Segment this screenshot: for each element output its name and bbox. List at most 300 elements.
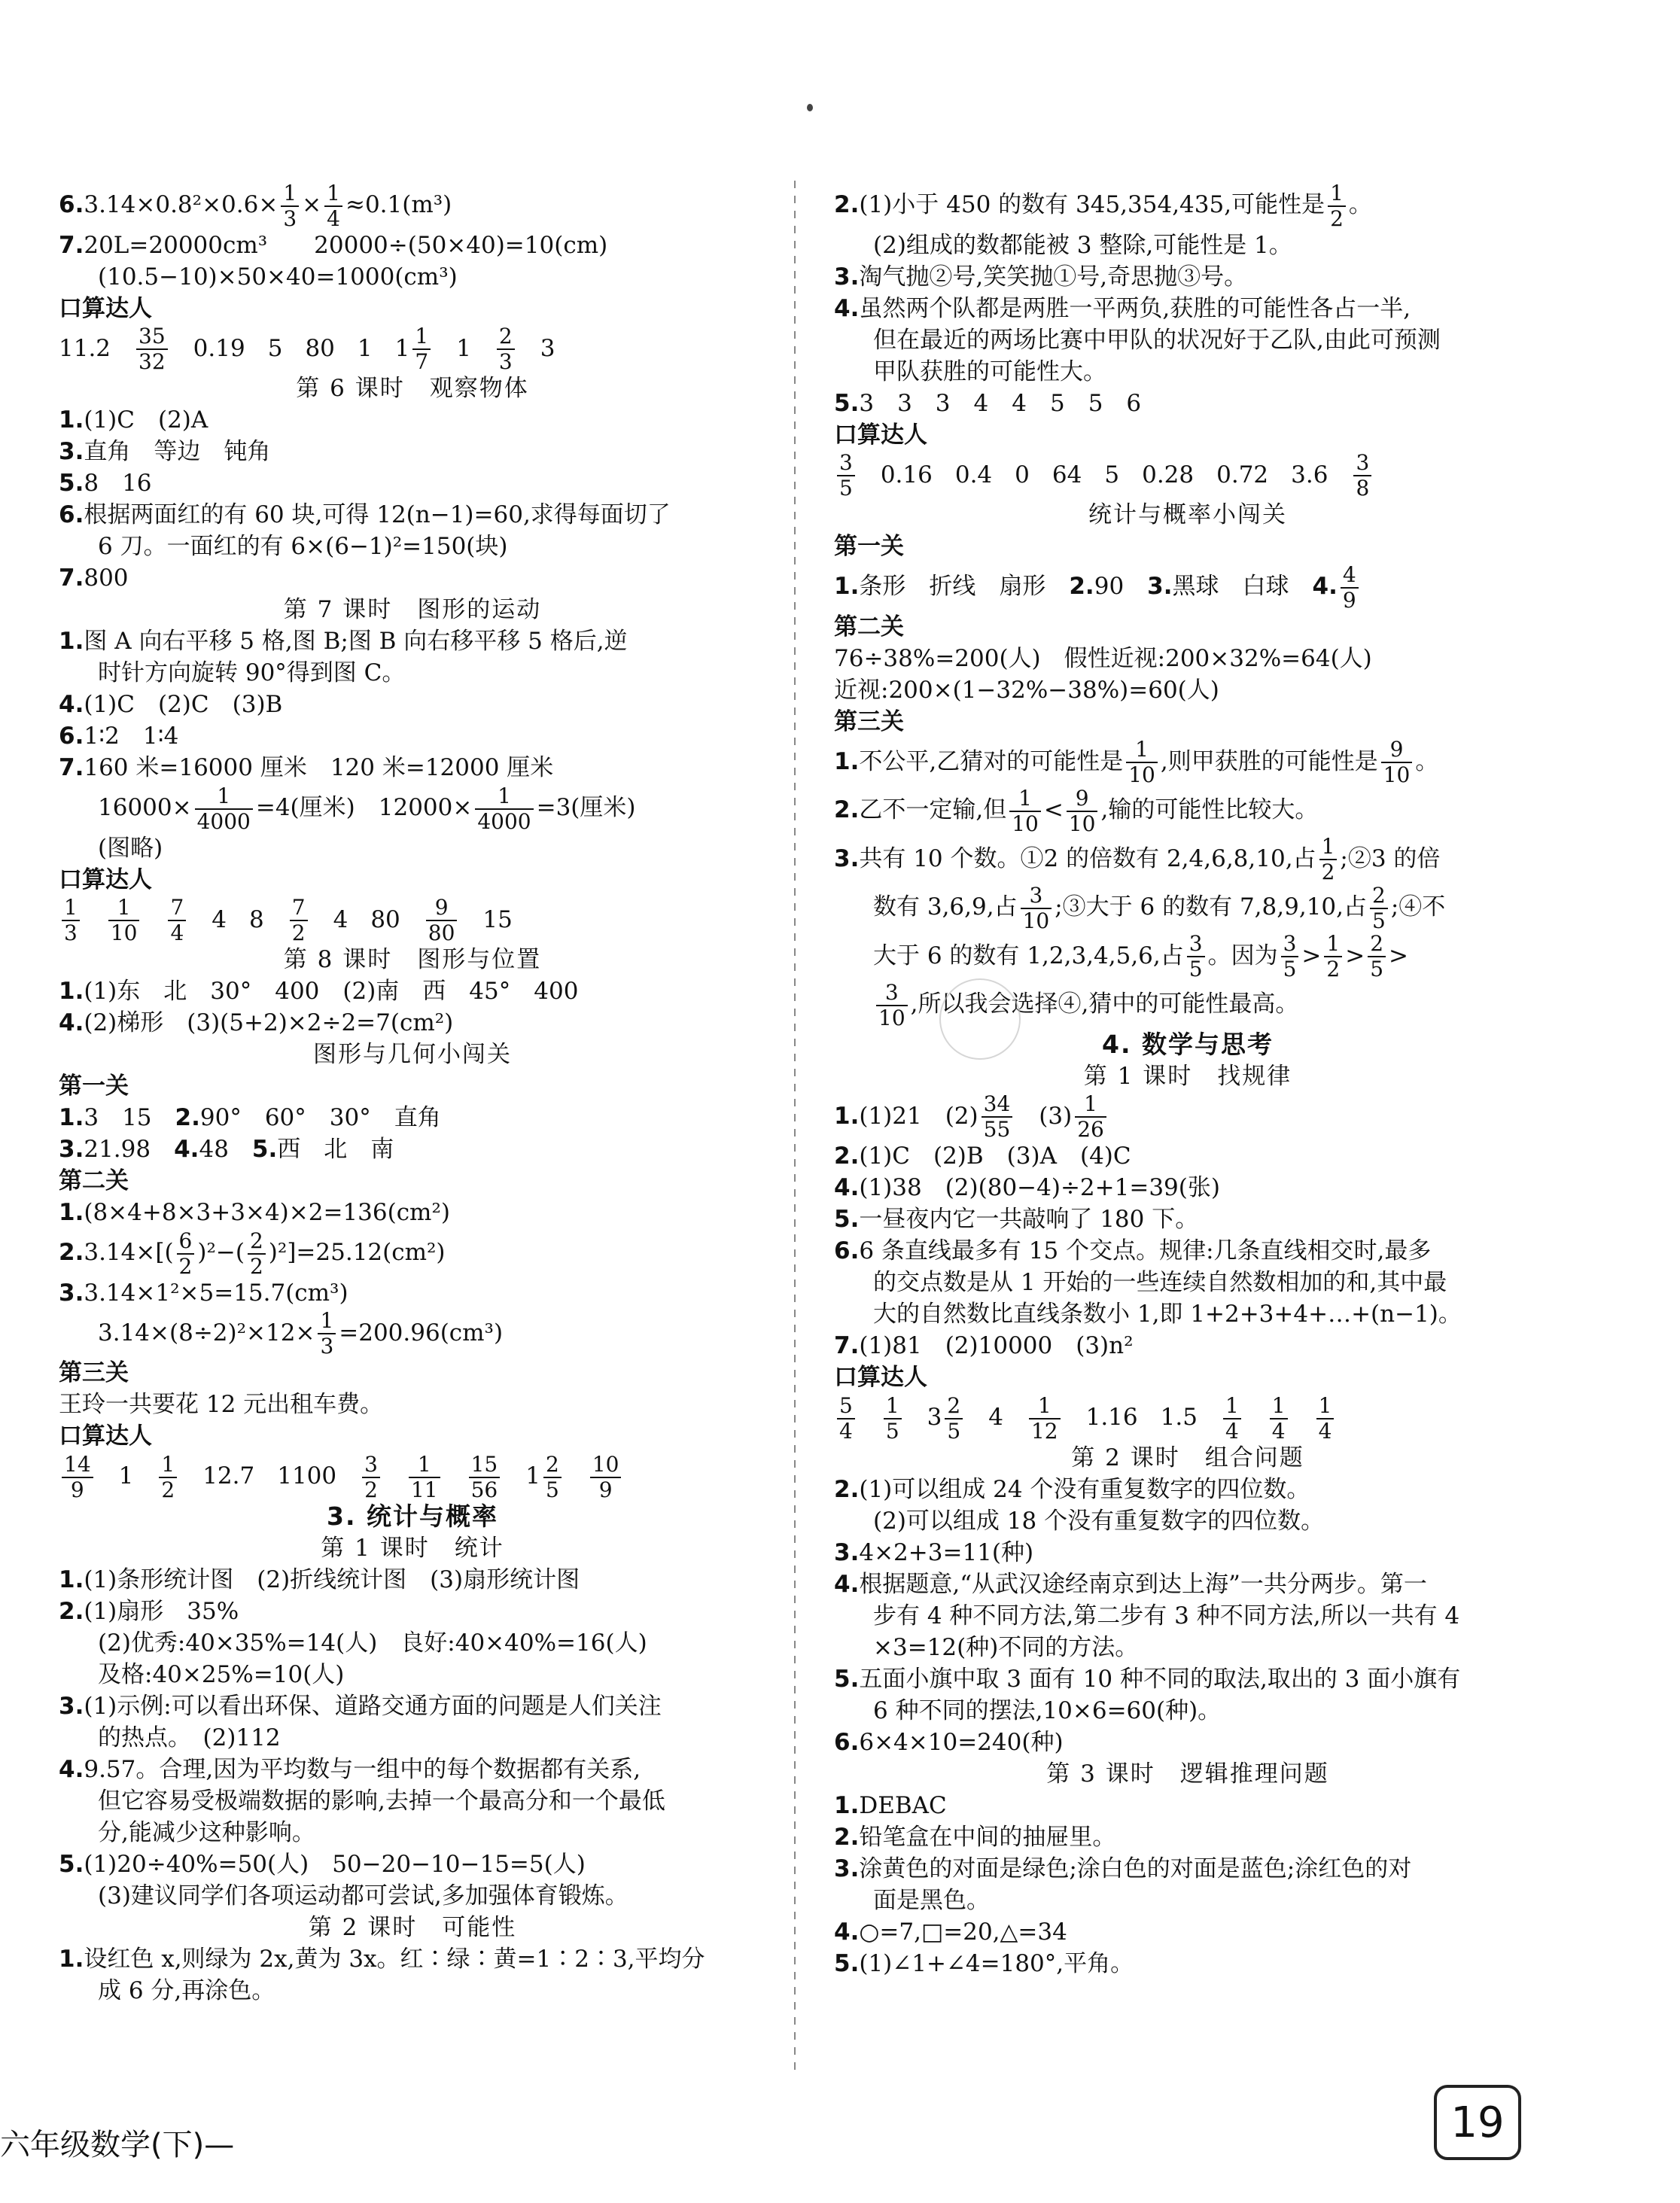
fraction <box>159 1451 177 1502</box>
fraction <box>1370 882 1388 933</box>
answer-text: (1)∠1+∠4=180°,平角。 <box>859 1949 1134 1977</box>
item-number: 3. <box>1147 573 1173 600</box>
answer-text: 21.98 <box>84 1136 175 1163</box>
item-number: 1. <box>834 1102 860 1130</box>
numerator: 1 <box>1126 739 1158 763</box>
answer-text: ;③大于 6 的数有 7,8,9,10,占 <box>1055 893 1367 920</box>
numerator: 3 <box>1281 933 1299 957</box>
answer-text: 90° 60° 30° 直角 <box>199 1104 441 1131</box>
denominator: 10 <box>110 920 138 945</box>
answer-text: 共有 10 个数。①2 的倍数有 2,4,6,8,10,占 <box>859 844 1316 872</box>
answer-text: (图略) <box>98 834 163 862</box>
denominator: 4 <box>839 1418 853 1444</box>
answer-text: 6×4×10=240(种) <box>859 1728 1064 1756</box>
subsection-label: 口算达人 <box>59 866 152 893</box>
answer-item <box>834 562 1542 611</box>
answer-value <box>834 1392 858 1444</box>
answer-text: 3.14×1²×5=15.7(cm³) <box>84 1279 348 1307</box>
answer-text: 但在最近的两场比赛中甲队的状况好于乙队,由此可预测 <box>873 326 1441 354</box>
section-heading: 第 1 课时 统计 <box>321 1534 504 1562</box>
numerator: 35 <box>136 326 168 350</box>
answer-line <box>834 1505 1542 1537</box>
item-number: 6. <box>59 723 84 750</box>
answer-text: (1)示例:可以看出环保、道路交通方面的问题是人们关注 <box>84 1692 662 1720</box>
numerator: 2 <box>248 1231 266 1255</box>
answer-item <box>59 1564 766 1596</box>
fraction <box>1281 933 1299 980</box>
mental-math-answers <box>59 896 766 945</box>
answer-text: (2)组成的数都能被 3 整除,可能性是 1。 <box>873 231 1292 259</box>
numerator: 1 <box>1324 933 1342 957</box>
page-number: 19 <box>1434 2085 1521 2160</box>
answer-text: (1)扇形 35% <box>84 1597 239 1625</box>
section-heading: 统计与概率小闯关 <box>1088 501 1287 528</box>
numerator: 2 <box>1368 933 1386 957</box>
item-number: 4. <box>174 1136 199 1163</box>
answer-text: (3) <box>1015 1102 1073 1130</box>
item-number: 2. <box>834 1475 860 1503</box>
answer-text: (1)81 (2)10000 (3)n² <box>859 1332 1134 1359</box>
numerator: 2 <box>945 1395 963 1419</box>
numerator: 1 <box>324 183 342 207</box>
item-number: 3. <box>59 1279 84 1307</box>
answer-line <box>834 1298 1542 1330</box>
item-number: 1. <box>59 1104 84 1131</box>
fraction <box>195 783 253 834</box>
denominator: 4 <box>1271 1418 1286 1444</box>
answer-item <box>834 1092 1542 1141</box>
answer-line <box>834 356 1542 388</box>
faint-stamp <box>939 978 1021 1060</box>
answer-item <box>59 499 766 531</box>
item-number: 5. <box>834 1206 860 1233</box>
answer-text: 16000× <box>98 794 192 821</box>
denominator: 32 <box>138 349 166 374</box>
denominator: 12 <box>1030 1418 1058 1444</box>
answer-item <box>834 1916 1542 1948</box>
answer-value: 0.4 <box>954 461 993 488</box>
item-number: 6. <box>834 1237 860 1264</box>
answer-item <box>834 1948 1542 1979</box>
fraction <box>1319 836 1338 883</box>
mental-math-answers <box>59 1452 766 1501</box>
fraction <box>1368 933 1386 980</box>
fraction <box>62 897 80 944</box>
answer-text: (10.5−10)×50×40=1000(cm³) <box>98 263 458 291</box>
item-number: 1. <box>59 1566 84 1593</box>
item-number: 1. <box>834 747 860 775</box>
answer-text: 直角 等边 钝角 <box>84 438 271 465</box>
fraction <box>1341 561 1359 613</box>
answer-value: 0.72 <box>1216 461 1269 488</box>
answer-value: 1 <box>357 334 373 362</box>
numerator: 1 <box>62 897 80 921</box>
answer-item <box>834 738 1542 787</box>
denominator: 80 <box>428 920 455 945</box>
answer-value: 1 <box>456 334 471 362</box>
fraction <box>837 452 855 499</box>
item-number: 5. <box>59 1850 84 1878</box>
answer-value: 0.19 <box>193 334 245 362</box>
answer-item <box>834 1663 1542 1695</box>
answer-value <box>156 1451 180 1502</box>
answer-line <box>834 1632 1542 1663</box>
section-heading: 第 7 课时 图形的运动 <box>283 596 542 623</box>
numerator: 2 <box>543 1454 562 1478</box>
answer-value: 0.16 <box>880 461 933 488</box>
item-number: 4. <box>1312 573 1338 600</box>
numerator: 9 <box>1381 739 1413 763</box>
fraction <box>409 1451 440 1502</box>
numerator: 1 <box>318 1310 336 1334</box>
subsection-label: 第一关 <box>59 1073 129 1100</box>
denominator: 7 <box>415 349 429 374</box>
answer-text: 涂黄色的对面是绿色;涂白色的对面是蓝色;涂红色的对 <box>859 1855 1412 1882</box>
item-number: 7. <box>59 564 84 592</box>
answer-text: )²−( <box>197 1239 245 1266</box>
answer-line <box>59 832 766 864</box>
answer-text: (2)可以组成 18 个没有重复数字的四位数。 <box>873 1507 1325 1535</box>
mixed-whole: 3 <box>927 1404 942 1431</box>
answer-line <box>834 1267 1542 1298</box>
numerator: 3 <box>837 452 855 476</box>
item-number: 3. <box>834 263 860 291</box>
answer-text: 8 16 <box>84 470 152 497</box>
answer-item <box>59 1133 766 1165</box>
fraction <box>318 1310 336 1357</box>
fraction <box>281 180 299 231</box>
denominator: 2 <box>364 1477 378 1502</box>
answer-item <box>59 1754 766 1785</box>
numerator: 2 <box>497 326 515 350</box>
answer-line <box>59 1817 766 1849</box>
answer-text: ;④不 <box>1390 893 1446 920</box>
fraction <box>362 1451 380 1502</box>
numerator: 1 <box>409 1454 440 1478</box>
denominator: 4000 <box>196 808 251 834</box>
section-heading: 第 6 课时 观察物体 <box>296 375 529 402</box>
section-heading: 第 8 课时 图形与位置 <box>283 946 542 973</box>
answer-item <box>59 1102 766 1133</box>
denominator: 5 <box>885 1418 899 1444</box>
item-number: 6. <box>59 191 84 218</box>
numerator: 1 <box>1223 1395 1241 1419</box>
answer-text: 76÷38%=200(人) 假性近视:200×32%=64(人) <box>834 644 1372 672</box>
answer-text: > <box>1345 942 1365 969</box>
answer-text: 及格:40×25%=10(人) <box>98 1660 345 1688</box>
answer-value <box>133 324 171 374</box>
answer-value <box>287 895 311 945</box>
numerator: 3 <box>876 982 908 1006</box>
answer-text: (2)优秀:40×35%=14(人) 良好:40×40%=16(人) <box>98 1629 647 1657</box>
answer-text: ,输的可能性比较大。 <box>1100 796 1319 823</box>
fraction <box>837 1392 855 1444</box>
item-number: 2. <box>834 796 860 823</box>
answer-item <box>834 388 1542 419</box>
numerator: 9 <box>1067 788 1098 812</box>
answer-text: 3.14×0.8²×0.6× <box>84 191 278 218</box>
denominator: 5 <box>545 1477 559 1502</box>
answer-text: 西 北 南 <box>277 1136 394 1163</box>
numerator: 7 <box>290 897 308 921</box>
denominator: 2 <box>291 920 306 945</box>
denominator: 3 <box>283 205 297 231</box>
answer-value: 11.2 <box>59 334 111 362</box>
denominator: 2 <box>1326 957 1341 981</box>
answer-text: 虽然两个队都是两胜一平两负,获胜的可能性各占一半, <box>859 294 1411 322</box>
answer-text: 大于 6 的数有 1,2,3,4,5,6,占 <box>873 942 1184 969</box>
item-number: 1. <box>59 628 84 655</box>
answer-line <box>834 1885 1542 1916</box>
subsection-label: 第二关 <box>59 1167 129 1194</box>
denominator: 4 <box>327 205 340 231</box>
answer-value: 5 <box>267 334 283 362</box>
answer-text: 条形 折线 扇形 <box>859 573 1070 600</box>
numerator: 1 <box>475 786 533 810</box>
subsection-label: 第三关 <box>59 1359 129 1386</box>
item-number: 5. <box>834 389 860 417</box>
numerator: 9 <box>426 897 458 921</box>
denominator: 9 <box>598 1477 613 1502</box>
subsection-label: 口算达人 <box>59 1423 152 1450</box>
answer-line <box>834 883 1542 932</box>
answer-column-right <box>834 181 1542 1979</box>
denominator: 3 <box>498 349 513 374</box>
numerator: 2 <box>1370 885 1388 909</box>
subsection-label: 口算达人 <box>834 1364 927 1391</box>
answer-text: 数有 3,6,9,占 <box>873 893 1018 920</box>
answer-text: 铅笔盒在中间的抽屉里。 <box>859 1823 1116 1851</box>
answer-item <box>59 181 766 230</box>
answer-text: (1)C (2)B (3)A (4)C <box>859 1143 1131 1170</box>
denominator: 5 <box>1188 957 1203 981</box>
item-number: 4. <box>59 691 84 718</box>
numerator: 1 <box>884 1395 902 1419</box>
fraction <box>497 326 515 373</box>
fraction <box>1328 180 1346 231</box>
answer-text: 48 <box>199 1136 252 1163</box>
answer-item <box>59 975 766 1007</box>
fraction <box>1126 739 1158 786</box>
answer-value: 0.28 <box>1142 461 1195 488</box>
answer-line <box>834 1600 1542 1632</box>
fraction <box>475 783 533 834</box>
fraction <box>108 897 140 944</box>
answer-item <box>834 1821 1542 1853</box>
answer-text: (3)建议同学们各项运动都可尝试,多加强体育锻炼。 <box>98 1882 628 1909</box>
answer-text: (1)条形统计图 (2)折线统计图 (3)扇形统计图 <box>84 1566 580 1593</box>
item-number: 5. <box>251 1136 278 1163</box>
answer-item <box>834 181 1542 230</box>
item-number: 5. <box>834 1949 860 1977</box>
answer-text: )²]=25.12(cm²) <box>268 1239 446 1266</box>
numerator: 1 <box>1075 1094 1106 1118</box>
item-number: 1. <box>834 573 860 600</box>
numerator: 1 <box>1009 788 1041 812</box>
numerator: 3 <box>1021 885 1052 909</box>
answer-text: 3 15 <box>84 1104 175 1131</box>
answer-item <box>834 1853 1542 1885</box>
answer-text: 90 <box>1094 573 1148 600</box>
numerator: 3 <box>1353 452 1371 476</box>
fraction <box>290 897 308 944</box>
numerator: 7 <box>168 897 186 921</box>
item-number: 2. <box>59 1597 84 1625</box>
denominator: 56 <box>470 1477 498 1502</box>
numerator: 1 <box>1319 836 1338 860</box>
answer-text: (1)20÷40%=50(人) 50−20−10−15=5(人) <box>84 1850 586 1878</box>
answer-line <box>59 531 766 562</box>
fraction <box>412 326 431 373</box>
fraction <box>1021 882 1052 933</box>
answer-text: 根据题意,“从武汉途经南京到达上海”一共分两步。第一 <box>859 1570 1427 1598</box>
answer-text: 3 3 3 4 4 5 5 6 <box>859 389 1142 417</box>
answer-line <box>59 1785 766 1817</box>
numerator: 4 <box>1341 564 1359 589</box>
answer-item <box>834 835 1542 884</box>
fraction <box>876 979 908 1030</box>
answer-text: 时针方向旋转 90°得到图 C。 <box>98 659 406 686</box>
denominator: 5 <box>1372 908 1386 933</box>
item-number: 3. <box>59 1136 84 1163</box>
fraction <box>469 1451 501 1502</box>
answer-item <box>834 786 1542 835</box>
fraction <box>1075 1091 1106 1142</box>
answer-text: (1)21 (2) <box>859 1102 978 1130</box>
item-number: 2. <box>1069 573 1094 600</box>
item-number: 7. <box>834 1332 860 1359</box>
answer-value: 5 <box>1104 461 1120 488</box>
answer-item <box>834 1203 1542 1235</box>
item-number: 2. <box>834 1143 860 1170</box>
answer-value <box>406 1451 443 1502</box>
item-number: 4. <box>834 1918 860 1946</box>
answer-line <box>834 324 1542 356</box>
answer-item <box>834 1790 1542 1821</box>
section-heading: 第 2 课时 可能性 <box>308 1913 517 1941</box>
answer-text: ,则甲获胜的可能性是 <box>1160 747 1378 775</box>
answer-line <box>59 784 766 832</box>
numerator: 34 <box>982 1094 1013 1118</box>
answer-line <box>59 1659 766 1690</box>
answer-value <box>59 895 83 945</box>
item-number: 2. <box>175 1104 200 1131</box>
item-number: 3. <box>59 1692 84 1720</box>
answer-column-left <box>59 181 766 2007</box>
mental-math-answers <box>834 451 1542 500</box>
subsection-label: 第一关 <box>834 533 904 560</box>
answer-text: 的热点。 (2)112 <box>98 1724 281 1751</box>
denominator: 9 <box>70 1477 84 1502</box>
answer-text: ,所以我会选择④,猜中的可能性最高。 <box>910 990 1299 1018</box>
denominator: 2 <box>249 1253 263 1279</box>
answer-line <box>59 1389 766 1420</box>
answer-item <box>59 689 766 720</box>
answer-value <box>494 324 518 374</box>
fraction <box>136 326 168 373</box>
answer-line <box>834 932 1542 981</box>
mental-math-answers <box>834 1393 1542 1442</box>
denominator: 4 <box>170 920 184 945</box>
answer-item <box>834 1235 1542 1267</box>
denominator: 10 <box>878 1005 905 1030</box>
fraction <box>62 1451 93 1502</box>
answer-value: 4 <box>988 1404 1003 1431</box>
numerator: 1 <box>1029 1395 1061 1419</box>
fraction <box>426 897 458 944</box>
answer-value: 1100 <box>277 1462 337 1489</box>
answer-text: 近视:200×(1−32%−38%)=60(人) <box>834 676 1219 704</box>
answer-text: 淘气抛②号,笑笑抛①号,奇思抛③号。 <box>859 263 1248 291</box>
denominator: 2 <box>1330 205 1344 231</box>
answer-item <box>59 1277 766 1309</box>
answer-line <box>59 1975 766 2007</box>
item-number: 2. <box>59 1239 84 1266</box>
answer-item <box>59 720 766 752</box>
numerator: 1 <box>195 786 253 810</box>
answer-item <box>834 1172 1542 1203</box>
answer-item <box>834 1330 1542 1362</box>
denominator: 3 <box>320 1334 334 1359</box>
answer-text: (1)可以组成 24 个没有重复数字的四位数。 <box>859 1475 1310 1503</box>
answer-text: 6 条直线最多有 15 个交点。规律:几条直线相交时,最多 <box>859 1237 1432 1264</box>
answer-value: 3 <box>540 334 555 362</box>
answer-text: 面是黑色。 <box>873 1886 990 1914</box>
denominator: 8 <box>1356 476 1370 501</box>
answer-value <box>881 1392 905 1444</box>
book-title: 六年级数学(下)— <box>0 2128 235 2162</box>
answer-text: 。因为 <box>1207 942 1278 969</box>
answer-value <box>1267 1392 1291 1444</box>
answer-text: 但它容易受极端数据的影响,去掉一个最高分和一个最低 <box>98 1787 665 1815</box>
answer-text: 。 <box>1415 747 1439 775</box>
fraction <box>1324 933 1342 980</box>
mixed-whole: 1 <box>394 334 410 362</box>
numerator: 15 <box>469 1454 501 1478</box>
answer-text: 1∶2 1∶4 <box>84 723 179 750</box>
answer-line <box>59 1309 766 1358</box>
denominator: 9 <box>1342 587 1356 613</box>
item-number: 4. <box>834 1174 860 1201</box>
denominator: 5 <box>839 476 853 501</box>
answer-text: 的交点数是从 1 开始的一些连续自然数相加的和,其中最 <box>873 1269 1447 1296</box>
denominator: 10 <box>1383 762 1411 787</box>
denominator: 10 <box>1012 811 1039 836</box>
answer-item <box>59 1943 766 1975</box>
fraction <box>1270 1392 1288 1444</box>
numerator: 6 <box>177 1231 195 1255</box>
answer-text: 乙不一定输,但 <box>859 796 1007 823</box>
answer-value <box>59 1451 96 1502</box>
subsection-label: 口算达人 <box>834 421 927 449</box>
numerator: 10 <box>590 1454 622 1478</box>
answer-text: 成 6 分,再涂色。 <box>98 1976 275 2004</box>
fraction <box>1223 1392 1241 1444</box>
numerator: 1 <box>412 326 431 350</box>
answer-line <box>59 1722 766 1754</box>
answer-value <box>466 1451 504 1502</box>
numerator: 1 <box>108 897 140 921</box>
answer-text: =4(厘米) 12000× <box>255 794 473 821</box>
answer-value: 80 <box>305 334 335 362</box>
answer-text: 步有 4 种不同方法,第二步有 3 种不同方法,所以一共有 4 <box>873 1602 1460 1629</box>
denominator: 5 <box>947 1418 961 1444</box>
answer-text: 3.14×(8÷2)²×12× <box>98 1319 315 1346</box>
fraction <box>1067 785 1098 836</box>
answer-text: 。 <box>1348 191 1372 218</box>
denominator: 4000 <box>477 808 531 834</box>
answer-text: 800 <box>84 564 129 592</box>
